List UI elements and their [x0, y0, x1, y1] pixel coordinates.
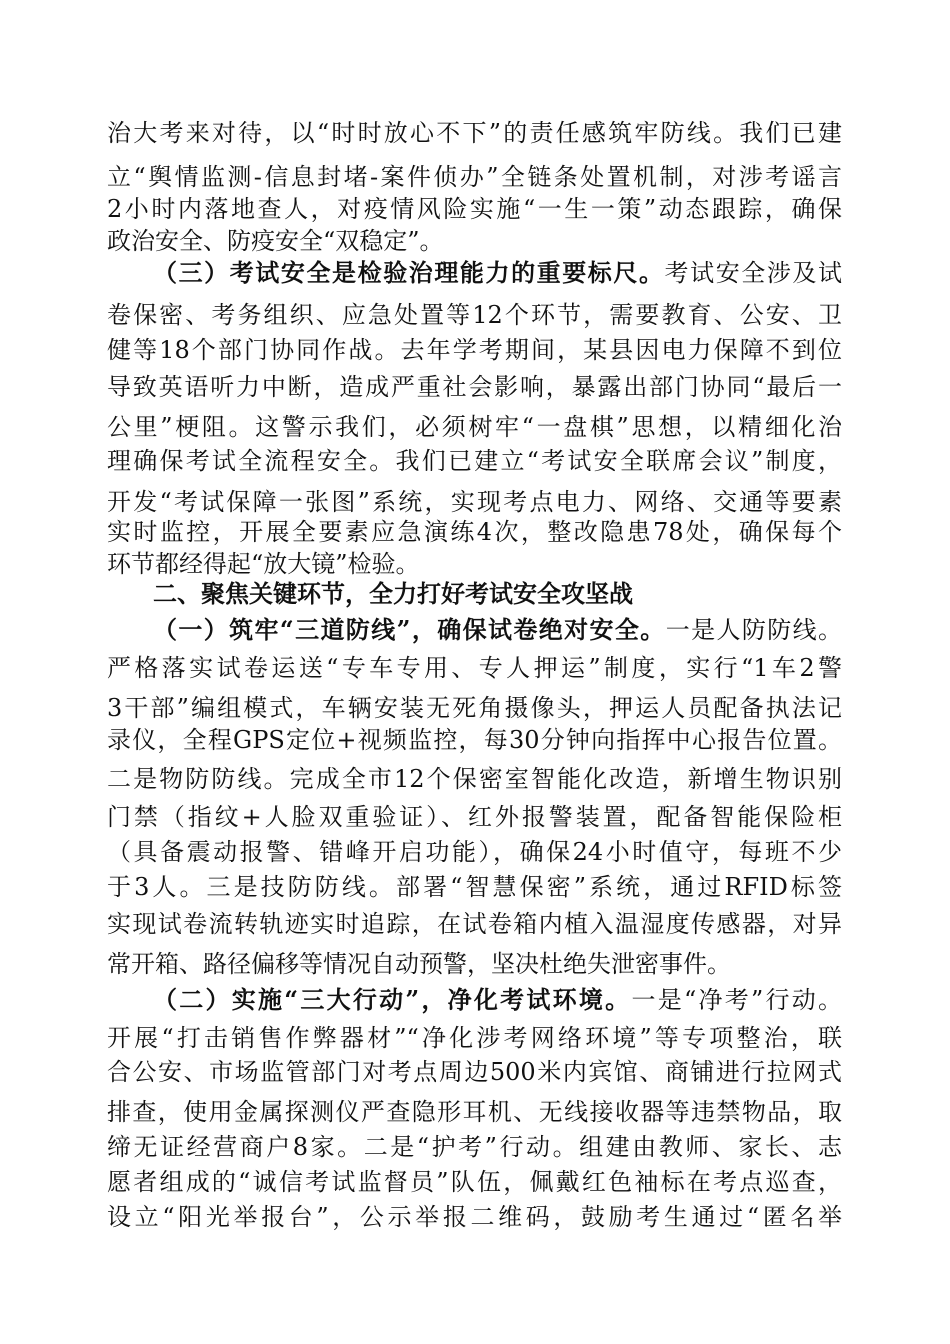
text-line: 2小时内落地查人，对疫情风险实施“一生一策”动态跟踪，确保	[107, 195, 842, 223]
text-line: 环节都经得起“放大镜”检验。	[107, 550, 420, 578]
text-line: 设立“阳光举报台”，公示举报二维码，鼓励考生通过“匿名举	[107, 1203, 842, 1231]
text-line: 排查，使用金属探测仪严查隐形耳机、无线接收器等违禁物品，取	[107, 1098, 842, 1126]
text-line: 二是物防防线。完成全市12个保密室智能化改造，新增生物识别	[107, 765, 842, 793]
section-heading-line: （三）考试安全是检验治理能力的重要标尺。考试安全涉及试	[153, 258, 843, 287]
text-line: 健等18个部门协同作战。去年学考期间，某县因电力保障不到位	[107, 336, 842, 364]
text-line: （具备震动报警、错峰开启功能），确保24小时值守，每班不少	[107, 838, 842, 866]
text-line: 愿者组成的“诚信考试监督员”队伍，佩戴红色袖标在考点巡查，	[107, 1168, 842, 1196]
text-line: 3干部”编组模式，车辆安装无死角摄像头，押运人员配备执法记	[107, 694, 842, 722]
text-line: 导致英语听力中断，造成严重社会影响，暴露出部门协同“最后一	[107, 373, 842, 401]
text-line: 政治安全、防疫安全“双稳定”。	[107, 227, 444, 255]
section-heading: （二）实施“三大行动”，净化考试环境。	[153, 985, 632, 1014]
text-line: 立“舆情监测-信息封堵-案件侦办”全链条处置机制，对涉考谣言	[107, 163, 842, 191]
text-line: 缔无证经营商户8家。二是“护考”行动。组建由教师、家长、志	[107, 1133, 842, 1161]
text-line: 门禁（指纹+人脸双重验证）、红外报警装置，配备智能保险柜	[107, 803, 842, 831]
section-heading-line: （二）实施“三大行动”，净化考试环境。一是“净考”行动。	[153, 985, 843, 1014]
text-line: 严格落实试卷运送“专车专用、专人押运”制度，实行“1车2警	[107, 654, 842, 682]
text-line: 治大考来对待，以“时时放心不下”的责任感筑牢防线。我们已建	[107, 119, 842, 147]
section-heading-line: （一）筑牢“三道防线”，确保试卷绝对安全。一是人防防线。	[153, 615, 843, 644]
text-line: 理确保考试全流程安全。我们已建立“考试安全联席会议”制度，	[107, 447, 842, 475]
section-heading: （一）筑牢“三道防线”，确保试卷绝对安全。	[153, 615, 666, 644]
text-line: 合公安、市场监管部门对考点周边500米内宾馆、商铺进行拉网式	[107, 1058, 842, 1086]
text-line: 公里”梗阻。这警示我们，必须树牢“一盘棋”思想，以精细化治	[107, 413, 842, 441]
text-line: 实时监控，开展全要素应急演练4次，整改隐患78处，确保每个	[107, 518, 842, 546]
text-line: 开发“考试保障一张图”系统，实现考点电力、网络、交通等要素	[107, 488, 842, 516]
text-line: 开展“打击销售作弊器材”“净化涉考网络环境”等专项整治，联	[107, 1024, 842, 1052]
text-line: 实现试卷流转轨迹实时追踪，在试卷箱内植入温湿度传感器，对异	[107, 910, 842, 938]
chapter-heading: 二、聚焦关键环节，全力打好考试安全攻坚战	[153, 579, 633, 608]
text-line: 录仪，全程GPS定位+视频监控，每30分钟向指挥中心报告位置。	[107, 726, 842, 754]
text-line: 常开箱、路径偏移等情况自动预警，坚决杜绝失泄密事件。	[107, 950, 731, 978]
text-line: 卷保密、考务组织、应急处置等12个环节，需要教育、公安、卫	[107, 301, 842, 329]
section-heading: （三）考试安全是检验治理能力的重要标尺。	[153, 258, 665, 287]
text-line: 于3人。三是技防防线。部署“智慧保密”系统，通过RFID标签	[107, 873, 842, 901]
